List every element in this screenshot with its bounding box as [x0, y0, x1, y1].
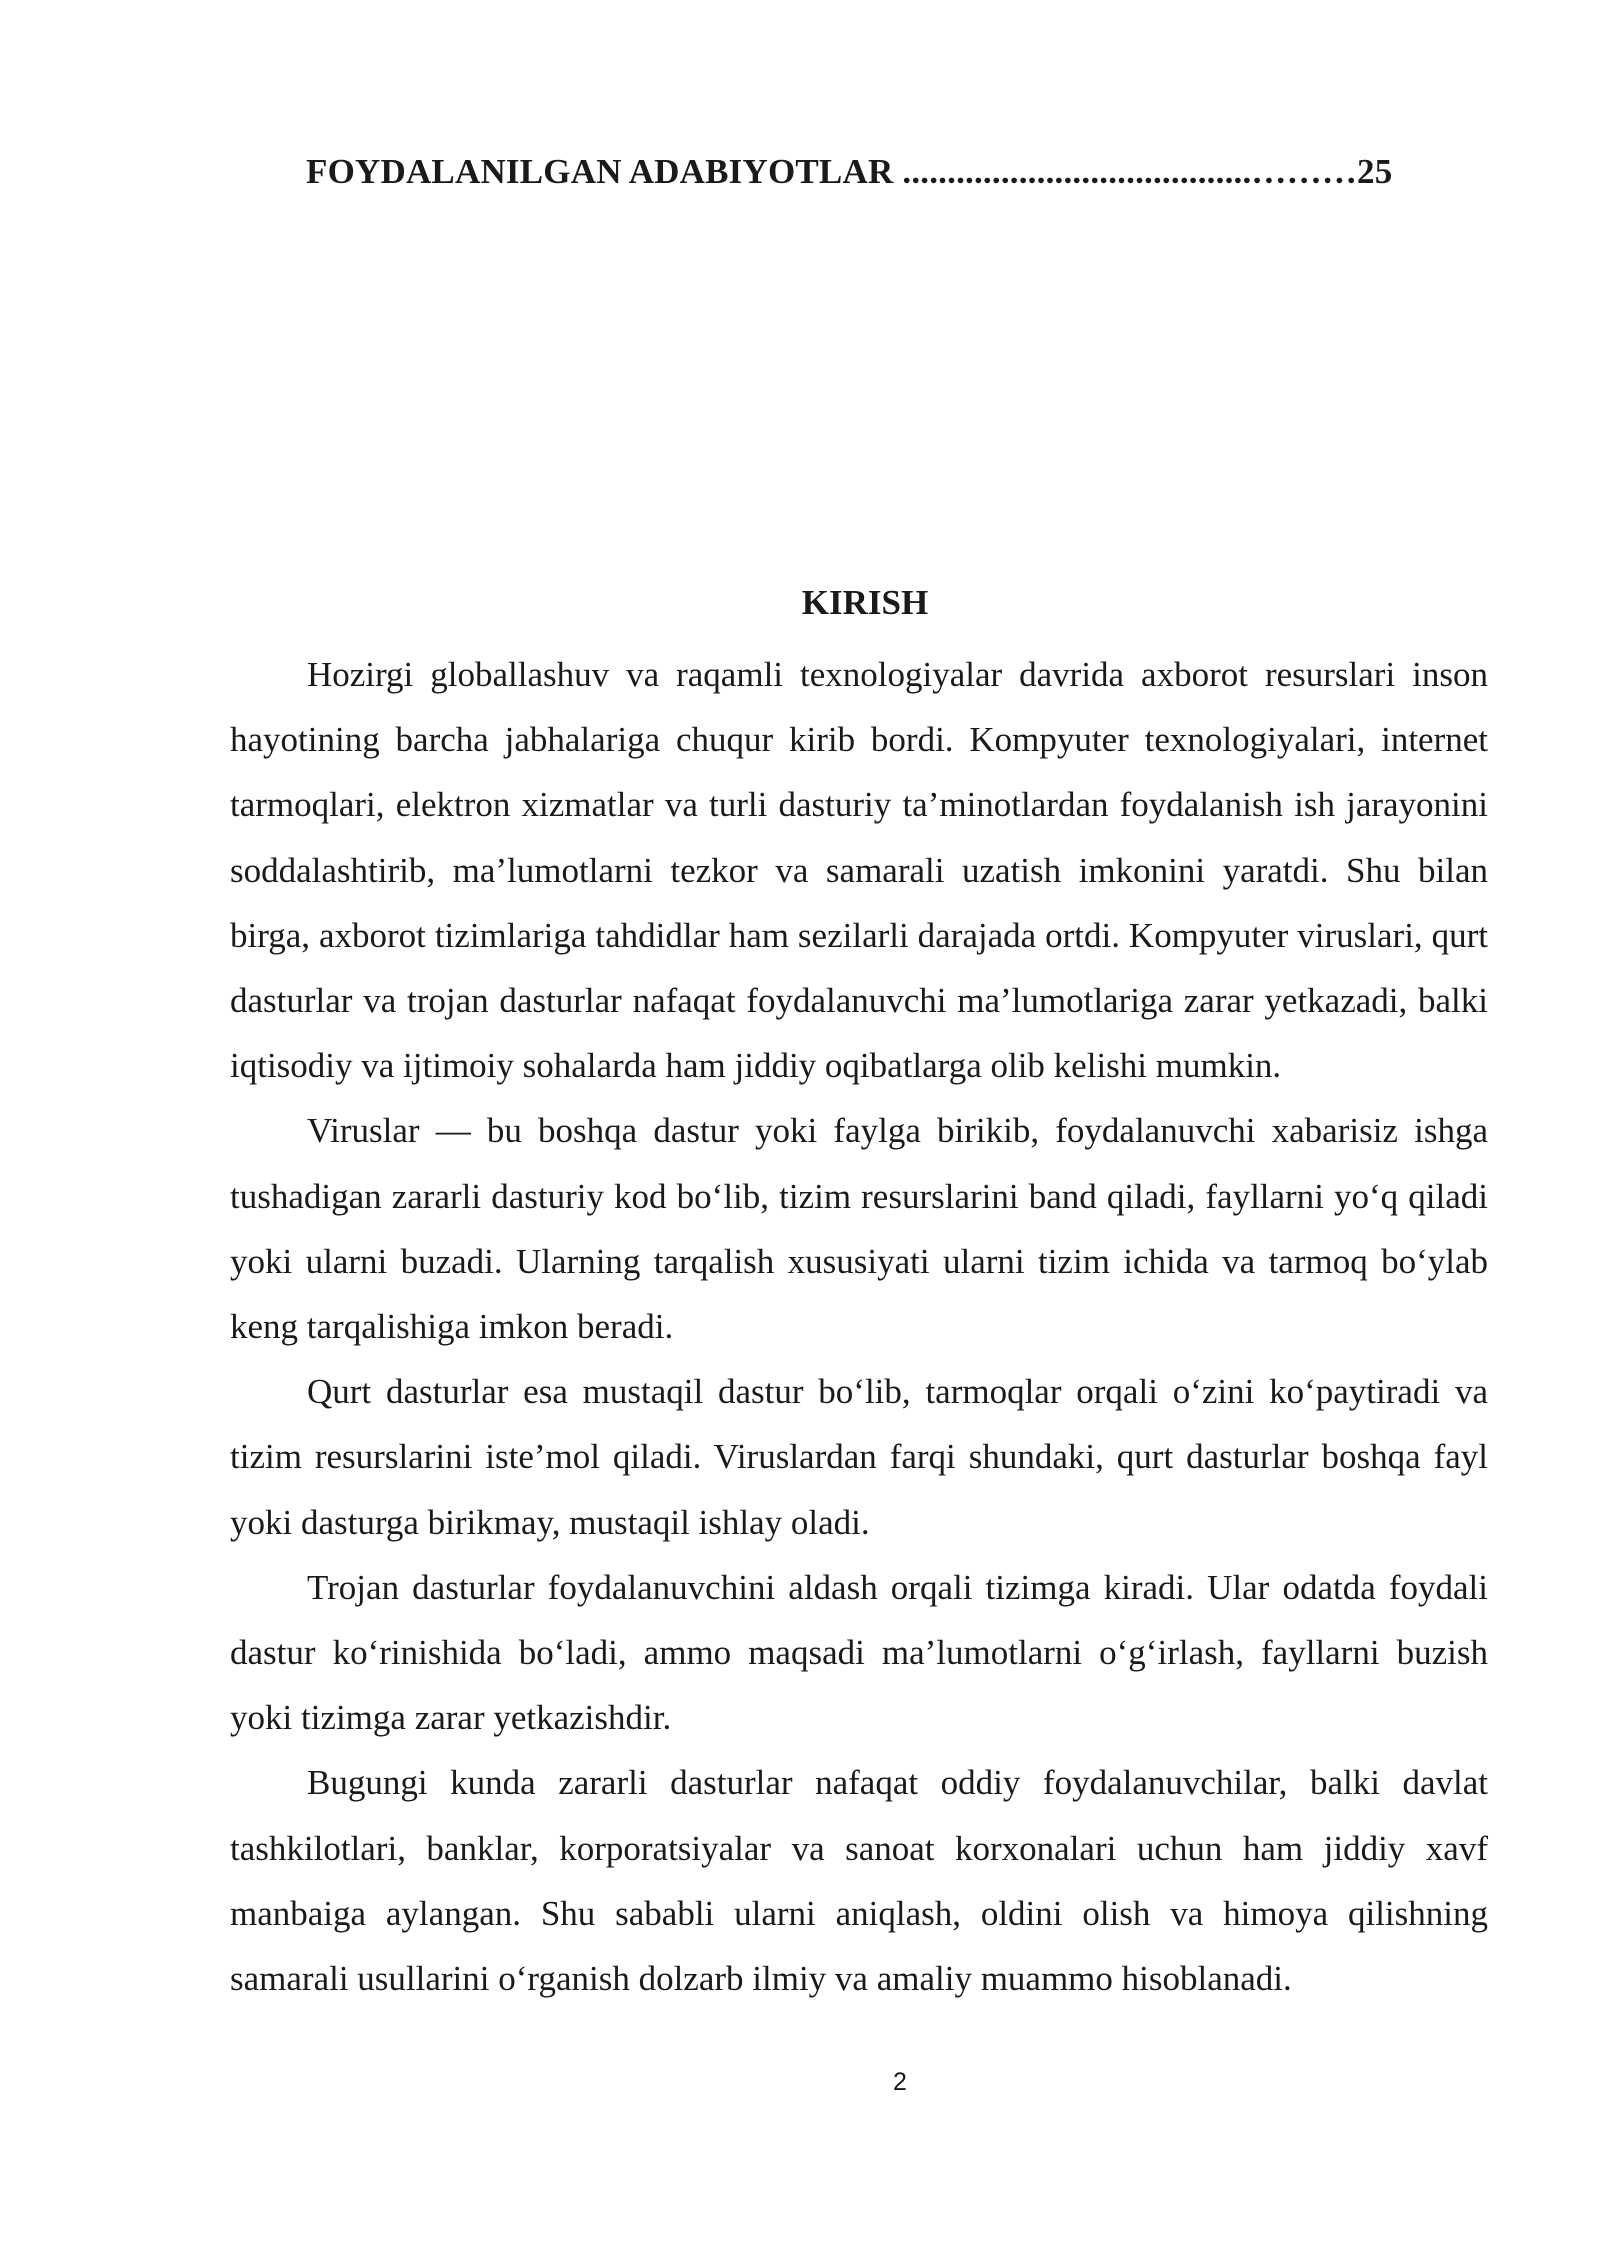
- paragraph-5: Bugungi kunda zararli dasturlar nafaqat oddiy foydalanuvchilar, balki davlat tashkilotlari, banklar, korporatsiyalar va sanoat korxonalari uchun ham jiddiy xavf manbaiga aylangan. Shu sababli ularni aniqlash, oldini olish va himoya qilishning samarali usullarini o‘rganish dolzarb ilmiy va amaliy muammo hisoblanadi.: [230, 1763, 1488, 1999]
- paragraph-4: Trojan dasturlar foydalanuvchini aldash orqali tizimga kiradi. Ular odatda foydali dastur ko‘rinishida bo‘ladi, ammo maqsadi ma’lumotlarni o‘g‘irlash, fayllarni buzish yoki tizimga zarar yetkazishdir.: [230, 1567, 1488, 1738]
- section-body: [230, 642, 1488, 2011]
- toc-entry-references: FOYDALANILGAN ADABIYOTLAR .......................................………25: [306, 152, 1393, 191]
- paragraph-3: Qurt dasturlar esa mustaqil dastur bo‘lib, tarmoqlar orqali o‘zini ko‘paytiradi va tizim resurslarini iste’mol qiladi. Viruslardan farqi shundaki, qurt dasturlar boshqa fayl yoki dasturga birikmay, mustaqil ishlay oladi.: [230, 1372, 1488, 1542]
- paragraph-1: Hozirgi globallashuv va raqamli texnologiyalar davrida axborot resurslari inson hayotining barcha jabhalariga chuqur kirib bordi. Kompyuter texnologiyalari, internet tarmoqlari, elektron xizmatlar va turli dasturiy ta’minotlardan foydalanish ish jarayonini soddalashtirib, ma’lumotlarni tezkor va samarali uzatish imkonini yaratdi. Shu bilan birga, axborot tizimlariga tahdidlar ham sezilarli darajada ortdi. Kompyuter viruslari, qurt dasturlar va trojan dasturlar nafaqat foydalanuvchi ma’lumotlariga zarar yetkazadi, balki iqtisodiy va ijtimoiy sohalarda ham jiddiy oqibatlarga olib kelishi mumkin.: [230, 655, 1488, 1086]
- section-heading: KIRISH: [801, 583, 929, 622]
- paragraph-2: Viruslar — bu boshqa dastur yoki faylga birikib, foydalanuvchi xabarisiz ishga tushadigan zararli dasturiy kod bo‘lib, tizim resurslarini band qiladi, fayllarni yo‘q qiladi yoki ularni buzadi. Ularning tarqalish xususiyati ularni tizim ichida va tarmoq bo‘ylab keng tarqalishiga imkon beradi.: [230, 1111, 1488, 1347]
- page-number: 2: [893, 2068, 907, 2096]
